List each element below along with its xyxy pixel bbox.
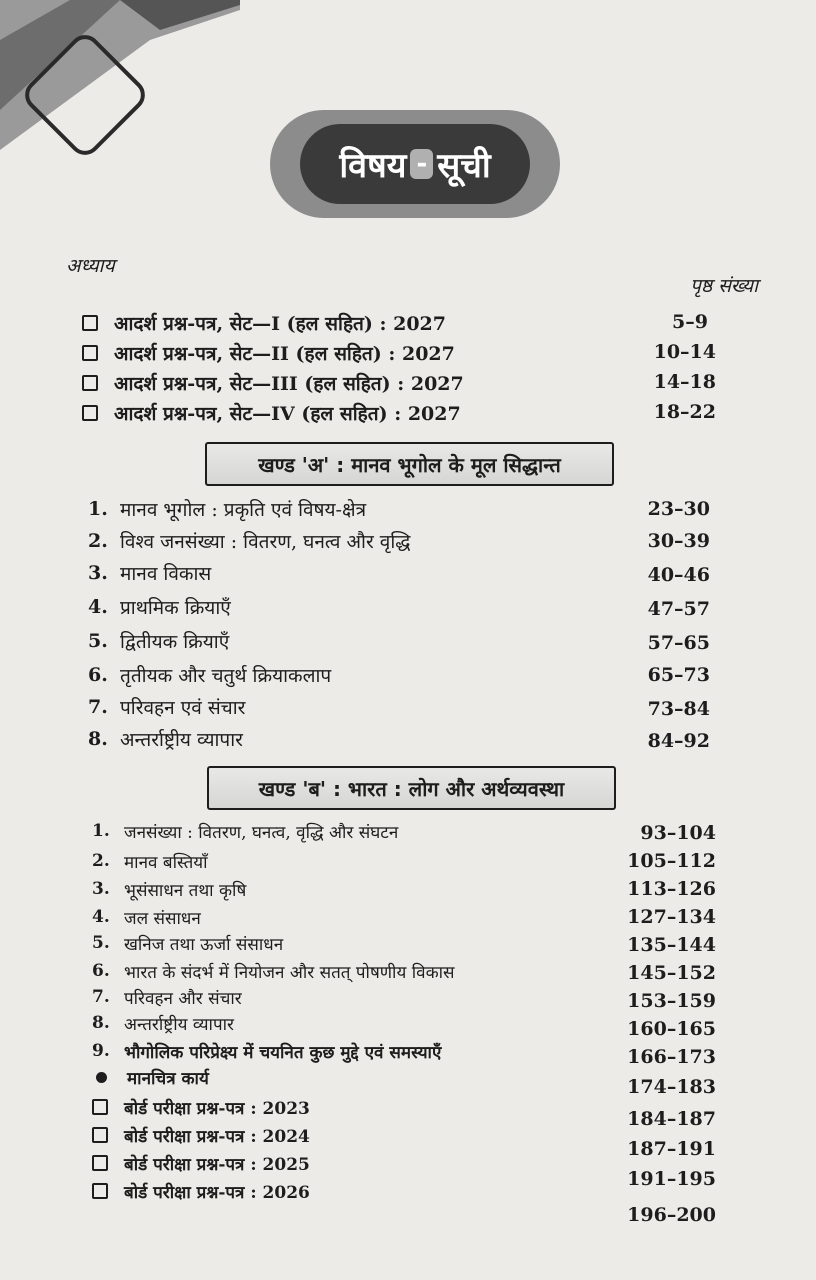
chapter-number: 6. [92,961,110,981]
chapter-number: 8. [92,1013,110,1033]
title-part-2: सूची [437,146,491,186]
corner-decoration [0,0,240,200]
list-item [88,626,229,656]
chapter-title: परिवहन एवं संचार [120,697,246,719]
chapter-number: 5. [92,933,110,953]
checkbox-bullet-icon [82,345,98,361]
chapter-title: मानव भूगोल : प्रकृति एवं विषय-क्षेत्र [120,499,367,521]
chapter-pages: 30–39 [647,530,710,552]
list-item [88,494,366,524]
chapter-pages: 135–144 [627,934,716,956]
chapter-number: 8. [88,728,108,750]
checkbox-bullet-icon [82,405,98,421]
item-pages: 5–9 [672,311,708,333]
chapter-number: 2. [92,851,110,871]
list-item [92,1008,234,1038]
chapter-pages: 166–173 [627,1046,716,1068]
chapter-pages: 40–46 [647,564,710,586]
chapter-title: जल संसाधन [124,908,201,929]
chapter-number: 3. [92,879,110,899]
chapter-pages: 105–112 [627,850,716,872]
chapter-pages: 47–57 [647,598,710,620]
chapter-pages: 65–73 [647,664,710,686]
list-item [92,1120,310,1150]
chapter-pages: 145–152 [627,962,716,984]
item-pages: 174–183 [627,1076,716,1098]
chapter-title: तृतीयक और चतुर्थ क्रियाकलाप [120,665,332,687]
chapter-title: भारत के संदर्भ में नियोजन और सतत् पोषणीय विकास [124,962,455,983]
item-label: बोर्ड परीक्षा प्रश्न-पत्र : 2025 [124,1154,310,1175]
item-pages: 191–195 [627,1168,716,1190]
chapter-number: 7. [92,987,110,1007]
list-item [92,928,283,958]
list-item [92,846,208,876]
chapter-title: अन्तर्राष्ट्रीय व्यापार [124,1014,234,1035]
page-title [300,124,530,204]
title-separator: - [410,149,433,179]
chapter-number: 4. [92,907,110,927]
list-item [82,338,455,368]
item-pages: 10–14 [653,341,716,363]
page-column-header: पृष्ठ संख्या [690,275,758,297]
chapter-number: 4. [88,596,108,618]
bullet-dot-icon [96,1072,107,1083]
chapter-title: द्वितीयक क्रियाएँ [120,631,230,653]
list-item [92,1176,310,1206]
chapter-number: 9. [92,1041,110,1061]
chapter-pages: 127–134 [627,906,716,928]
chapter-title: मानव बस्तियाँ [124,852,208,873]
list-item [92,1092,310,1122]
chapter-pages: 57–65 [647,632,710,654]
list-item [82,398,461,428]
item-pages: 18–22 [653,401,716,423]
item-label: बोर्ड परीक्षा प्रश्न-पत्र : 2023 [124,1098,310,1119]
chapter-number: 2. [88,530,108,552]
chapter-number: 6. [88,664,108,686]
list-item [82,368,464,398]
chapter-number: 5. [88,630,108,652]
chapter-title: भौगोलिक परिप्रेक्ष्य में चयनित कुछ मुद्दे एवं समस्याएँ [124,1042,442,1063]
chapter-title: मानव विकास [120,563,212,585]
item-label: मानचित्र कार्य [127,1068,209,1089]
checkbox-bullet-icon [92,1183,108,1199]
chapter-pages: 93–104 [640,822,716,844]
list-item [92,874,246,904]
chapter-title: खनिज तथा ऊर्जा संसाधन [124,934,284,955]
list-item [88,558,211,588]
chapter-number: 1. [88,498,108,520]
chapter-column-header: अध्याय [66,255,115,277]
checkbox-bullet-icon [82,375,98,391]
list-item [88,592,231,622]
list-item [92,1062,209,1092]
chapter-number: 3. [88,562,108,584]
chapter-title: प्राथमिक क्रियाएँ [120,597,231,619]
chapter-number: 1. [92,821,110,841]
item-label: आदर्श प्रश्न-पत्र, सेट—III (हल सहित) : 2027 [114,373,464,395]
chapter-number: 7. [88,696,108,718]
list-item [92,816,398,846]
item-label: बोर्ड परीक्षा प्रश्न-पत्र : 2024 [124,1126,310,1147]
list-item [88,526,410,556]
item-pages: 196–200 [627,1204,716,1226]
chapter-title: अन्तर्राष्ट्रीय व्यापार [120,729,243,751]
title-part-1: विषय [339,146,407,186]
item-label: आदर्श प्रश्न-पत्र, सेट—I (हल सहित) : 2027 [114,313,446,335]
chapter-pages: 160–165 [627,1018,716,1040]
chapter-pages: 23–30 [647,498,710,520]
list-item [88,692,245,722]
chapter-pages: 73–84 [647,698,710,720]
section-a-heading: खण्ड 'अ' : मानव भूगोल के मूल सिद्धान्त [205,442,614,486]
list-item [88,724,243,754]
item-label: आदर्श प्रश्न-पत्र, सेट—II (हल सहित) : 2027 [114,343,455,365]
section-b-heading: खण्ड 'ब' : भारत : लोग और अर्थव्यवस्था [207,766,616,810]
chapter-title: भूसंसाधन तथा कृषि [124,880,247,901]
toc-title [270,110,570,220]
checkbox-bullet-icon [92,1155,108,1171]
list-item [88,660,331,690]
chapter-title: परिवहन और संचार [124,988,242,1009]
chapter-pages: 113–126 [627,878,716,900]
checkbox-bullet-icon [92,1099,108,1115]
chapter-title: जनसंख्या : वितरण, घनत्व, वृद्धि और संघटन [124,822,399,843]
item-pages: 14–18 [653,371,716,393]
chapter-pages: 84–92 [647,730,710,752]
item-label: आदर्श प्रश्न-पत्र, सेट—IV (हल सहित) : 2027 [114,403,461,425]
checkbox-bullet-icon [82,315,98,331]
item-label: बोर्ड परीक्षा प्रश्न-पत्र : 2026 [124,1182,310,1203]
checkbox-bullet-icon [92,1127,108,1143]
chapter-pages: 153–159 [627,990,716,1012]
list-item [82,308,446,338]
list-item [92,1148,310,1178]
item-pages: 187–191 [627,1138,716,1160]
item-pages: 184–187 [627,1108,716,1130]
chapter-title: विश्व जनसंख्या : वितरण, घनत्व और वृद्धि [120,531,411,553]
